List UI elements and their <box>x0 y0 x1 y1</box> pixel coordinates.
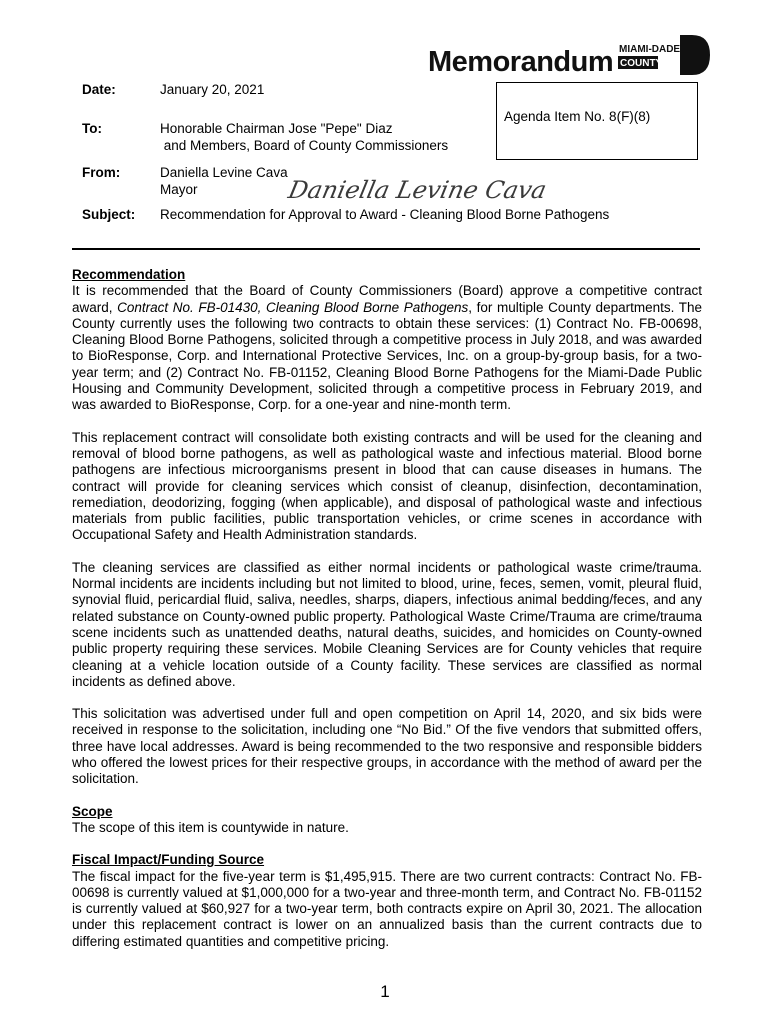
to-label: To: <box>82 121 102 136</box>
to-line-1: Honorable Chairman Jose "Pepe" Diaz <box>160 121 393 136</box>
rec-p1-text-b: , for multiple County departments. The County currently uses the following two contracts to obtain these services: (1) Contract No. FB-00698, Cleaning Blood Borne Pathogens, solicited through a competitive process in July 2018, and was awarded to BioResponse, Corp. and International Protective Services, Inc. on a group-by-group basis, for a two-year term; and (2) Contract No. FB-01152, Cleaning Blood Borne Pathogens for the Miami-Dade Public Housing and Community Development, solicited through a competitive process in February 2019, and was awarded to BioResponse, Corp. for a one-year and nine-month term. <box>72 299 702 413</box>
recommendation-paragraph-1 <box>72 267 702 414</box>
header-divider <box>72 248 700 250</box>
recommendation-heading: Recommendation <box>72 267 186 282</box>
from-line-2: Mayor <box>160 182 198 197</box>
fiscal-text: The fiscal impact for the five-year term is $1,495,915. There are two current contracts: Contract No. FB-00698 is currently valued at $1,000,000 for a two-year and three-month term, and Contract No. FB-01152 is currently valued at $60,927 for a two-year term, both contracts expire on April 30, 2021. The allocation under this replacement contract is lower on an annualized basis than the current contracts due to differing estimated quantities and competitive pricing. <box>72 868 702 949</box>
recommendation-paragraph-3: The cleaning services are classified as either normal incidents or pathological waste crime/trauma. Normal incidents are incidents including but not limited to blood, urine, feces, semen, vomit, pleural fluid, synovial fluid, pericardial fluid, saliva, needles, sharps, diapers, infectious animal bedding/feces, and any related substance on County-owned public property. Pathological Waste Crime/Trauma are crime/trauma scene incidents such as unattended deaths, natural deaths, suicides, and homicides on County-owned public property requiring these services. Mobile Cleaning Services are for County vehicles that require cleaning at a vehicle location outside of a County facility. These services are classified as normal incidents as defined above. <box>72 559 702 689</box>
subject-label: Subject: <box>82 207 136 222</box>
page-number: 1 <box>380 982 390 1001</box>
agenda-item-number: Agenda Item No. 8(F)(8) <box>504 109 651 124</box>
logo-text-miami-dade: MIAMI-DADE <box>619 44 681 55</box>
fiscal-section <box>72 852 702 950</box>
agenda-item-box <box>496 82 698 160</box>
to-line-2: and Members, Board of County Commissioners <box>160 138 449 153</box>
fiscal-heading: Fiscal Impact/Funding Source <box>72 852 265 868</box>
rec-p1-text-a: It is recommended that the Board of County Commissioners (Board) approve a competitive contract award, <box>72 283 702 315</box>
date-label: Date: <box>82 82 116 97</box>
memo-title: Memorandum <box>428 46 614 78</box>
scope-section <box>72 804 702 837</box>
recommendation-paragraph-4: This solicitation was advertised under full and open competition on April 14, 2020, and six bids were received in response to the solicitation, including one “No Bid.” Of the five vendors that submitted offers, three have local addresses. Award is being recommended to the two responsive and responsible bidders who offered the lowest prices for their respective groups, in accordance with the method of award per the solicitation. <box>72 706 702 787</box>
scope-text: The scope of this item is countywide in nature. <box>72 819 349 835</box>
date-value: January 20, 2021 <box>160 82 265 97</box>
miami-dade-county-logo <box>618 33 710 77</box>
from-label: From: <box>82 165 121 180</box>
memo-body <box>72 267 702 966</box>
logo-text-county: COUNTY <box>620 58 663 69</box>
signature-script: Daniella Levine Cava <box>285 175 550 204</box>
recommendation-paragraph-2: This replacement contract will consolidate both existing contracts and will be used for the cleaning and removal of blood borne pathogens, as well as pathological waste and infectious material. Blood borne pathogens are infectious microorganisms present in blood that can cause diseases in humans. The contract will provide for cleaning services which consist of cleanup, disinfection, decontamination, remediation, deodorizing, fogging (when applicable), and disposal of pathological waste and infectious materials from public facilities, public transportation vehicles, or crime scenes in accordance with Occupational Safety and Health Administration standards. <box>72 429 702 543</box>
scope-heading: Scope <box>72 803 113 819</box>
mayor-signature <box>285 166 550 210</box>
from-line-1: Daniella Levine Cava <box>160 165 288 180</box>
contract-title: Contract No. FB-01430, Cleaning Blood Borne Pathogens <box>117 299 469 315</box>
subject-value: Recommendation for Approval to Award - Cleaning Blood Borne Pathogens <box>160 207 610 222</box>
